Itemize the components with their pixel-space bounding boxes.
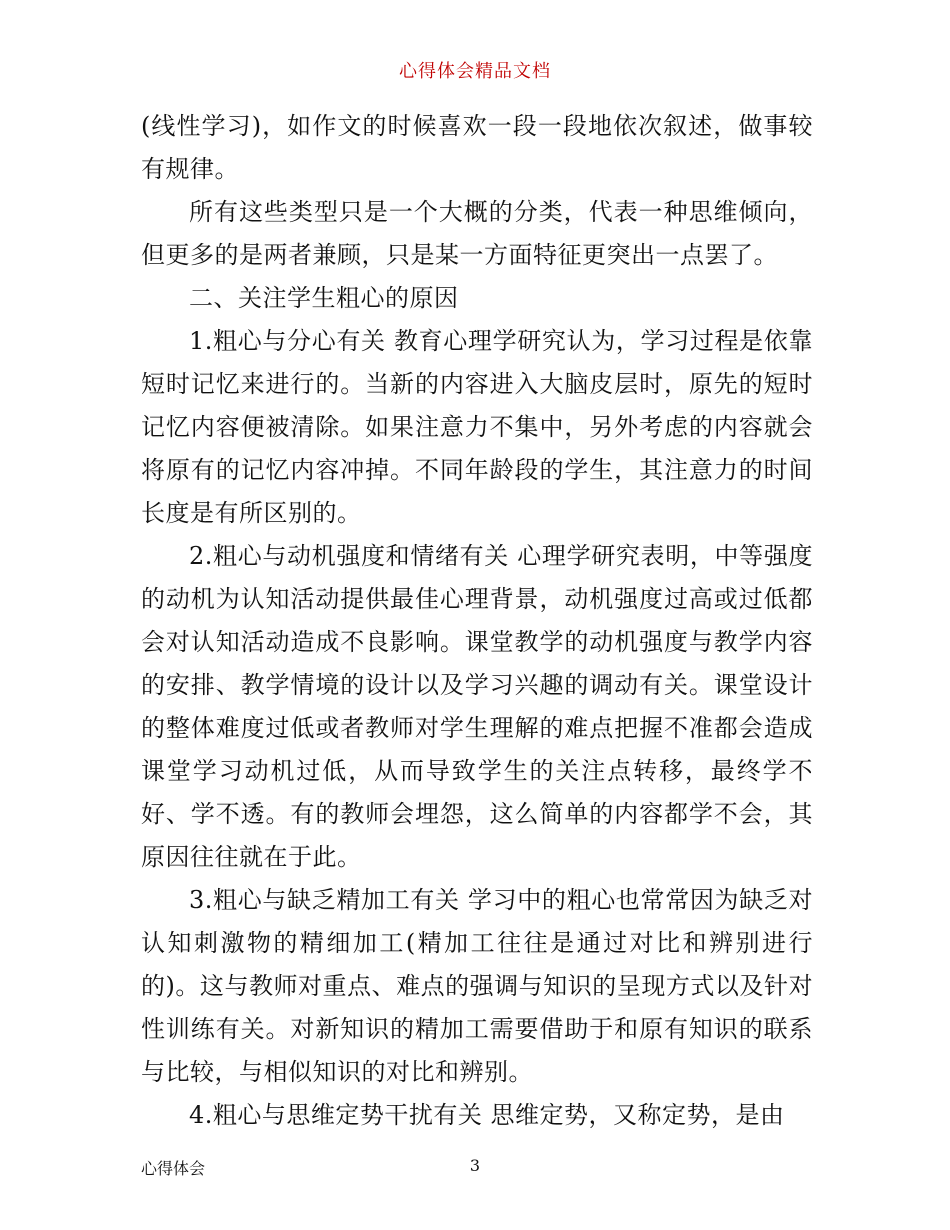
page-footer-label: 心得体会 — [141, 1159, 206, 1178]
document-body — [141, 105, 813, 1137]
paragraph-item-1: 1.粗心与分心有关 教育心理学研究认为，学习过程是依靠短时记忆来进行的。当新的内容进入大脑皮层时，原先的短时记忆内容便被清除。如果注意力不集中，另外考虑的内容就会将原有的记忆内容冲掉。不同年龄段的学生，其注意力的时间长度是有所区别的。 — [141, 327, 813, 527]
paragraph-item-2: 2.粗心与动机强度和情绪有关 心理学研究表明，中等强度的动机为认知活动提供最佳心理背景，动机强度过高或过低都会对认知活动造成不良影响。课堂教学的动机强度与教学内容的安排、教学情境的设计以及学习兴趣的调动有关。课堂设计的整体难度过低或者教师对学生理解的难点把握不准都会造成课堂学习动机过低，从而导致学生的关注点转移，最终学不好、学不透。有的教师会埋怨，这么简单的内容都学不会，其原因往往就在于此。 — [141, 542, 813, 871]
paragraph-item-4: 4.粗心与思维定势干扰有关 思维定势，又称定势，是由 — [189, 1101, 785, 1129]
paragraph-continuation: (线性学习)，如作文的时候喜欢一段一段地依次叙述，做事较有规律。 — [141, 112, 813, 183]
paragraph-summary: 所有这些类型只是一个大概的分类，代表一种思维倾向，但更多的是两者兼顾，只是某一方面特征更突出一点罢了。 — [141, 198, 813, 269]
section-heading: 二、关注学生粗心的原因 — [189, 284, 459, 312]
page-number: 3 — [469, 1156, 481, 1175]
paragraph-item-3: 3.粗心与缺乏精加工有关 学习中的粗心也常常因为缺乏对认知刺激物的精细加工(精加工往往是通过对比和辨别进行的)。这与教师对重点、难点的强调与知识的呈现方式以及针对性训练有关。对新知识的精加工需要借助于和原有知识的联系与比较，与相似知识的对比和辨别。 — [141, 886, 813, 1086]
page-header-title: 心得体会精品文档 — [399, 61, 551, 82]
